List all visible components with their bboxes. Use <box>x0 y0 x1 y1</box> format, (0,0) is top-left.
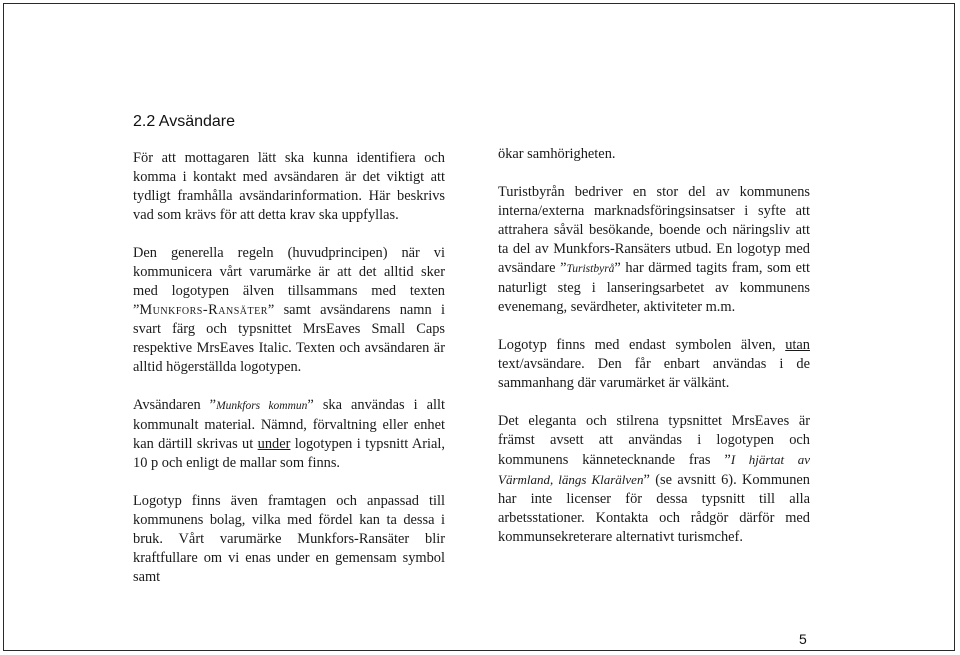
right-paragraph-3 <box>498 336 810 393</box>
sender-example-italic: Munkfors kommun <box>216 400 308 412</box>
left-column <box>133 149 445 606</box>
text-segment: Logotyp finns med endast symbolen älven, <box>498 337 786 353</box>
slogan-phrase-italic: I hjärtat av Värmland, längs Klarälven <box>498 452 811 487</box>
right-paragraph-2 <box>498 183 810 317</box>
brand-name-smallcaps: Munkfors-Ransäter <box>139 302 268 318</box>
underlined-word: under <box>257 436 291 452</box>
text-segment: Den generella regeln (huvudprincipen) när vi kommunicera vårt varumärke är att det alltid sker med logotypen älven tillsammans med texten ” <box>133 245 445 318</box>
page-number: 5 <box>799 631 807 647</box>
right-paragraph-1: ökar samhörigheten. <box>498 146 616 162</box>
left-paragraph-2 <box>133 244 445 377</box>
right-paragraph-4 <box>498 412 810 547</box>
text-segment: Det eleganta och stilrena typsnittet MrsEaves är främst avsett att användas i logotypen och kommunens kännetecknande fras ” <box>498 413 810 468</box>
left-paragraph-3 <box>133 396 445 473</box>
sender-example-italic: Turistbyrå <box>566 263 615 275</box>
text-segment: text/avsändare. Den får enbart användas i de sammanhang där varumärket är välkänt. <box>498 356 810 391</box>
text-segment: logotypen i typsnitt Arial, 10 p och enligt de mallar som finns. <box>133 436 446 471</box>
underlined-word: utan <box>785 337 810 353</box>
text-segment: Avsändaren ” <box>133 397 217 413</box>
right-column <box>498 145 810 566</box>
left-paragraph-1: För att mottagaren lätt ska kunna identifiera och komma i kontakt med avsändaren är det viktigt att tydligt framhålla avsändarinformation. Här beskrivs vad som krävs för att detta krav ska uppfyllas. <box>133 150 445 223</box>
section-heading: 2.2 Avsändare <box>133 113 236 130</box>
text-segment: ” (se avsnitt 6). Kommunen har inte licenser för dessa typsnitt till alla arbetsstationer. Kontakta och rådgör därför med kommunsekreterare alternativt turismchef. <box>498 472 810 545</box>
text-segment: Turistbyrån bedriver en stor del av kommunens interna/externa marknadsföringsinsatser i syfte att attrahera såväl besökande, boende och näringsliv att ta del av Munkfors-Ransäters utbud. En logotyp med avsändare ” <box>498 184 810 276</box>
text-segment: ” ska användas i allt kommunalt material. Nämnd, förvaltning eller enhet kan därtill skrivas ut <box>133 397 445 452</box>
text-segment: ” har därmed tagits fram, som ett naturligt steg i lanseringsarbetet av kommunens evenemang, sevärdheter, aktiviteter m.m. <box>498 260 811 315</box>
text-segment: ” samt avsändarens namn i svart färg och typsnittet MrsEaves Small Caps respektive MrsEaves Italic. Texten och avsändaren är alltid högerställda logotypen. <box>133 302 445 375</box>
left-paragraph-4: Logotyp finns även framtagen och anpassad till kommunens bolag, vilka med fördel kan ta dessa i bruk. Vårt varumärke Munkfors-Ransäter blir kraftfullare om vi enas under en gemensam symbol samt <box>133 493 445 585</box>
